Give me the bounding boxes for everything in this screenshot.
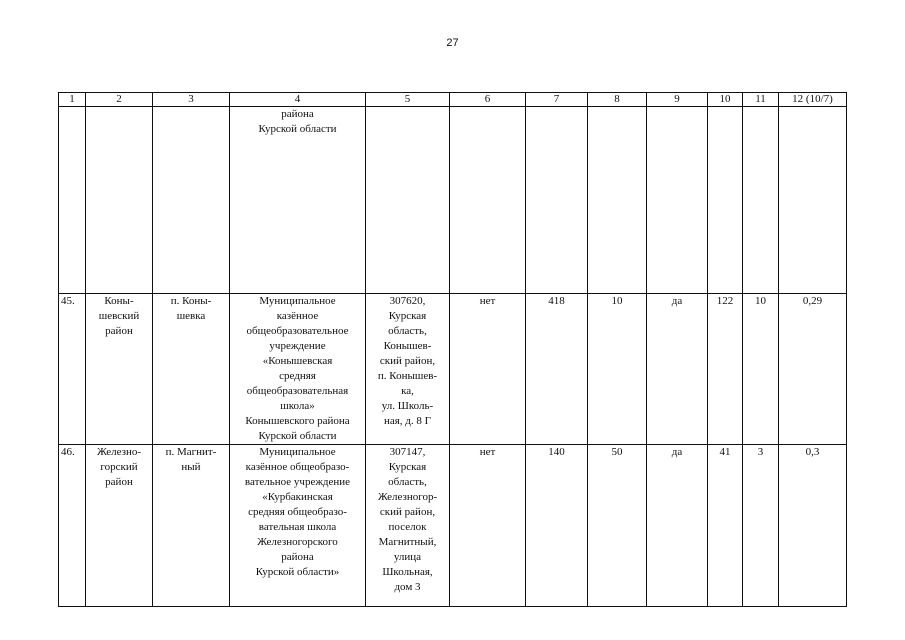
address-cell: 307620, Курская область, Конышев- ский район, п. Конышев- ка, ул. Школь- ная, д. 8 Г — [366, 294, 450, 445]
table-cell — [450, 107, 526, 294]
institution-cell: Муниципальное казённое общеобразо- вательное учреждение «Курбакинская средняя общеобразо- вательная школа Железногорского района Курской области» — [230, 445, 366, 607]
table-cell: 50 — [588, 445, 647, 607]
address-cell — [366, 107, 450, 294]
district-cell — [86, 107, 153, 294]
column-header: 5 — [366, 93, 450, 107]
table-cell: 3 — [743, 445, 779, 607]
table-cell — [743, 107, 779, 294]
table-cell: да — [647, 294, 708, 445]
row-number-cell: 46. — [59, 445, 86, 607]
institution-cell: Муниципальное казённое общеобразовательное учреждение «Конышевская средняя общеобразовательная школа» Конышевского района Курской области — [230, 294, 366, 445]
column-header: 4 — [230, 93, 366, 107]
page-number: 27 — [446, 37, 459, 49]
table-cell — [526, 107, 588, 294]
table-header-row — [59, 93, 847, 107]
table-cell: 0,3 — [779, 445, 847, 607]
table-cell: 0,29 — [779, 294, 847, 445]
table-cell: 41 — [708, 445, 743, 607]
table-cell: нет — [450, 445, 526, 607]
data-table — [58, 92, 847, 607]
column-header: 12 (10/7) — [779, 93, 847, 107]
district-cell: Коны- шевский район — [86, 294, 153, 445]
table-row — [59, 445, 847, 607]
district-cell: Железно- горский район — [86, 445, 153, 607]
institution-cell: района Курской области — [230, 107, 366, 294]
column-header: 9 — [647, 93, 708, 107]
table-cell: 10 — [743, 294, 779, 445]
table-cell: 10 — [588, 294, 647, 445]
column-header: 6 — [450, 93, 526, 107]
address-cell: 307147, Курская область, Железногор- ский район, поселок Магнитный, улица Школьная, дом 3 — [366, 445, 450, 607]
settlement-cell: п. Магнит- ный — [153, 445, 230, 607]
table-cell: да — [647, 445, 708, 607]
row-number-cell: 45. — [59, 294, 86, 445]
column-header: 7 — [526, 93, 588, 107]
settlement-cell — [153, 107, 230, 294]
table-cell — [647, 107, 708, 294]
column-header: 3 — [153, 93, 230, 107]
column-header: 10 — [708, 93, 743, 107]
column-header: 11 — [743, 93, 779, 107]
table-cell: 140 — [526, 445, 588, 607]
table-cell: нет — [450, 294, 526, 445]
column-header: 1 — [59, 93, 86, 107]
table-cell: 122 — [708, 294, 743, 445]
table-row — [59, 294, 847, 445]
table-cell — [588, 107, 647, 294]
column-header: 2 — [86, 93, 153, 107]
table-cell — [779, 107, 847, 294]
column-header: 8 — [588, 93, 647, 107]
table-row — [59, 107, 847, 294]
table-cell: 418 — [526, 294, 588, 445]
row-number-cell — [59, 107, 86, 294]
table-cell — [708, 107, 743, 294]
settlement-cell: п. Коны- шевка — [153, 294, 230, 445]
